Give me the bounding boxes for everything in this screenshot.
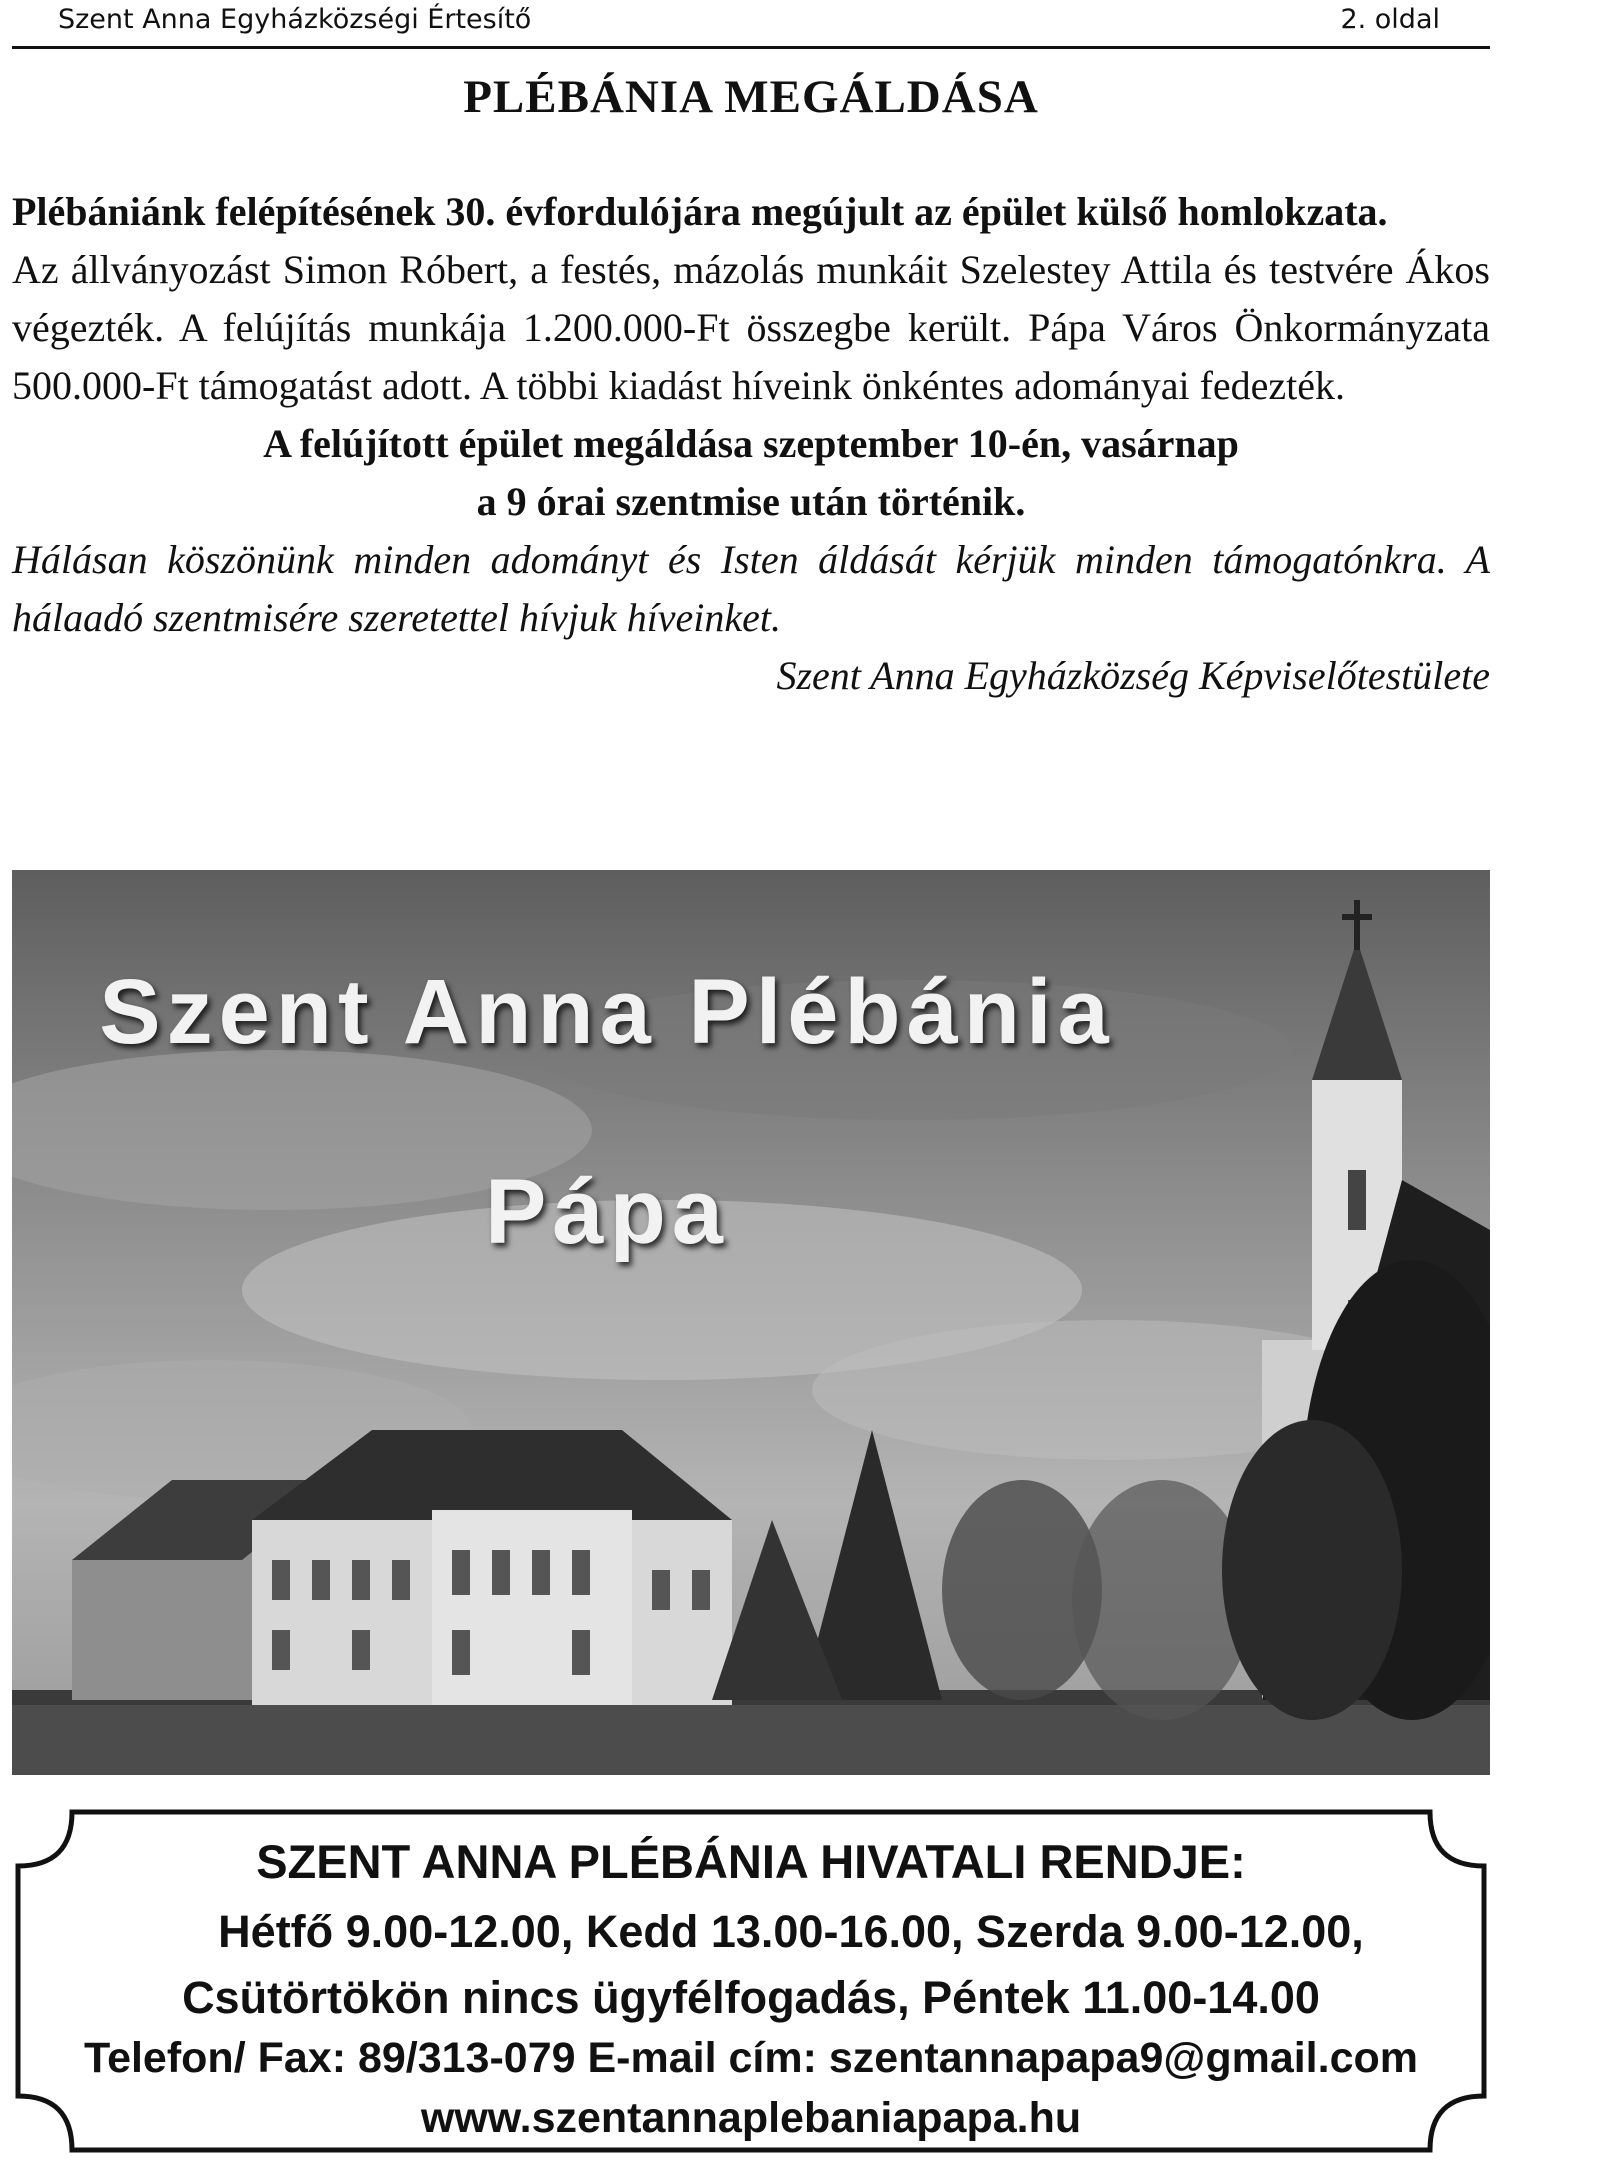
office-hours-line-2: Csütörtökön nincs ügyfélfogadás, Péntek 11.00-14.00 xyxy=(182,1972,1320,2023)
signature: Szent Anna Egyházközség Képviselőtestülete xyxy=(776,653,1490,698)
contact-line: Telefon/ Fax: 89/313-079 E-mail cím: szentannapapa9@gmail.com xyxy=(84,2034,1418,2082)
page-number: 2. oldal xyxy=(1340,4,1440,35)
photo-title-line-2: Pápa xyxy=(485,1161,729,1263)
article-body xyxy=(12,183,1490,705)
event-line-2: a 9 órai szentmise után történik. xyxy=(476,479,1026,524)
newsletter-page xyxy=(12,0,1490,2170)
lead-paragraph: Plébániánk felépítésének 30. évfordulójára megújult az épület külső homlokzata. xyxy=(12,189,1388,234)
office-hours-box xyxy=(12,1806,1490,2156)
website-line: www.szentannaplebaniapapa.hu xyxy=(420,2094,1082,2142)
article-title: PLÉBÁNIA MEGÁLDÁSA xyxy=(463,71,1039,123)
event-line-1: A felújított épület megáldása szeptember 10-én, vasárnap xyxy=(263,421,1239,466)
body-paragraph: Az állványozást Simon Róbert, a festés, mázolás munkáit Szelestey Attila és testvére Ákos végezték. A felújítás munkája 1.200.000-Ft összegbe került. Pápa Város Önkormányzata 500.000-Ft támogatást adott. A többi kiadást híveink önkéntes adományai fedezték. xyxy=(12,247,1490,408)
photo-title-line-1: Szent Anna Plébánia xyxy=(99,961,1115,1063)
thanks-paragraph: Hálásan köszönünk minden adományt és Isten áldását kérjük minden támogatónkra. A hálaadó szentmisére szeretettel hívjuk híveinket. xyxy=(12,537,1490,640)
running-header xyxy=(12,0,1490,49)
publication-name: Szent Anna Egyházközségi Értesítő xyxy=(58,4,532,35)
office-hours-line-1: Hétfő 9.00-12.00, Kedd 13.00-16.00, Szerda 9.00-12.00, xyxy=(218,1906,1364,1957)
parish-photo xyxy=(12,870,1490,1775)
office-hours-title: SZENT ANNA PLÉBÁNIA HIVATALI RENDJE: xyxy=(256,1835,1246,1888)
